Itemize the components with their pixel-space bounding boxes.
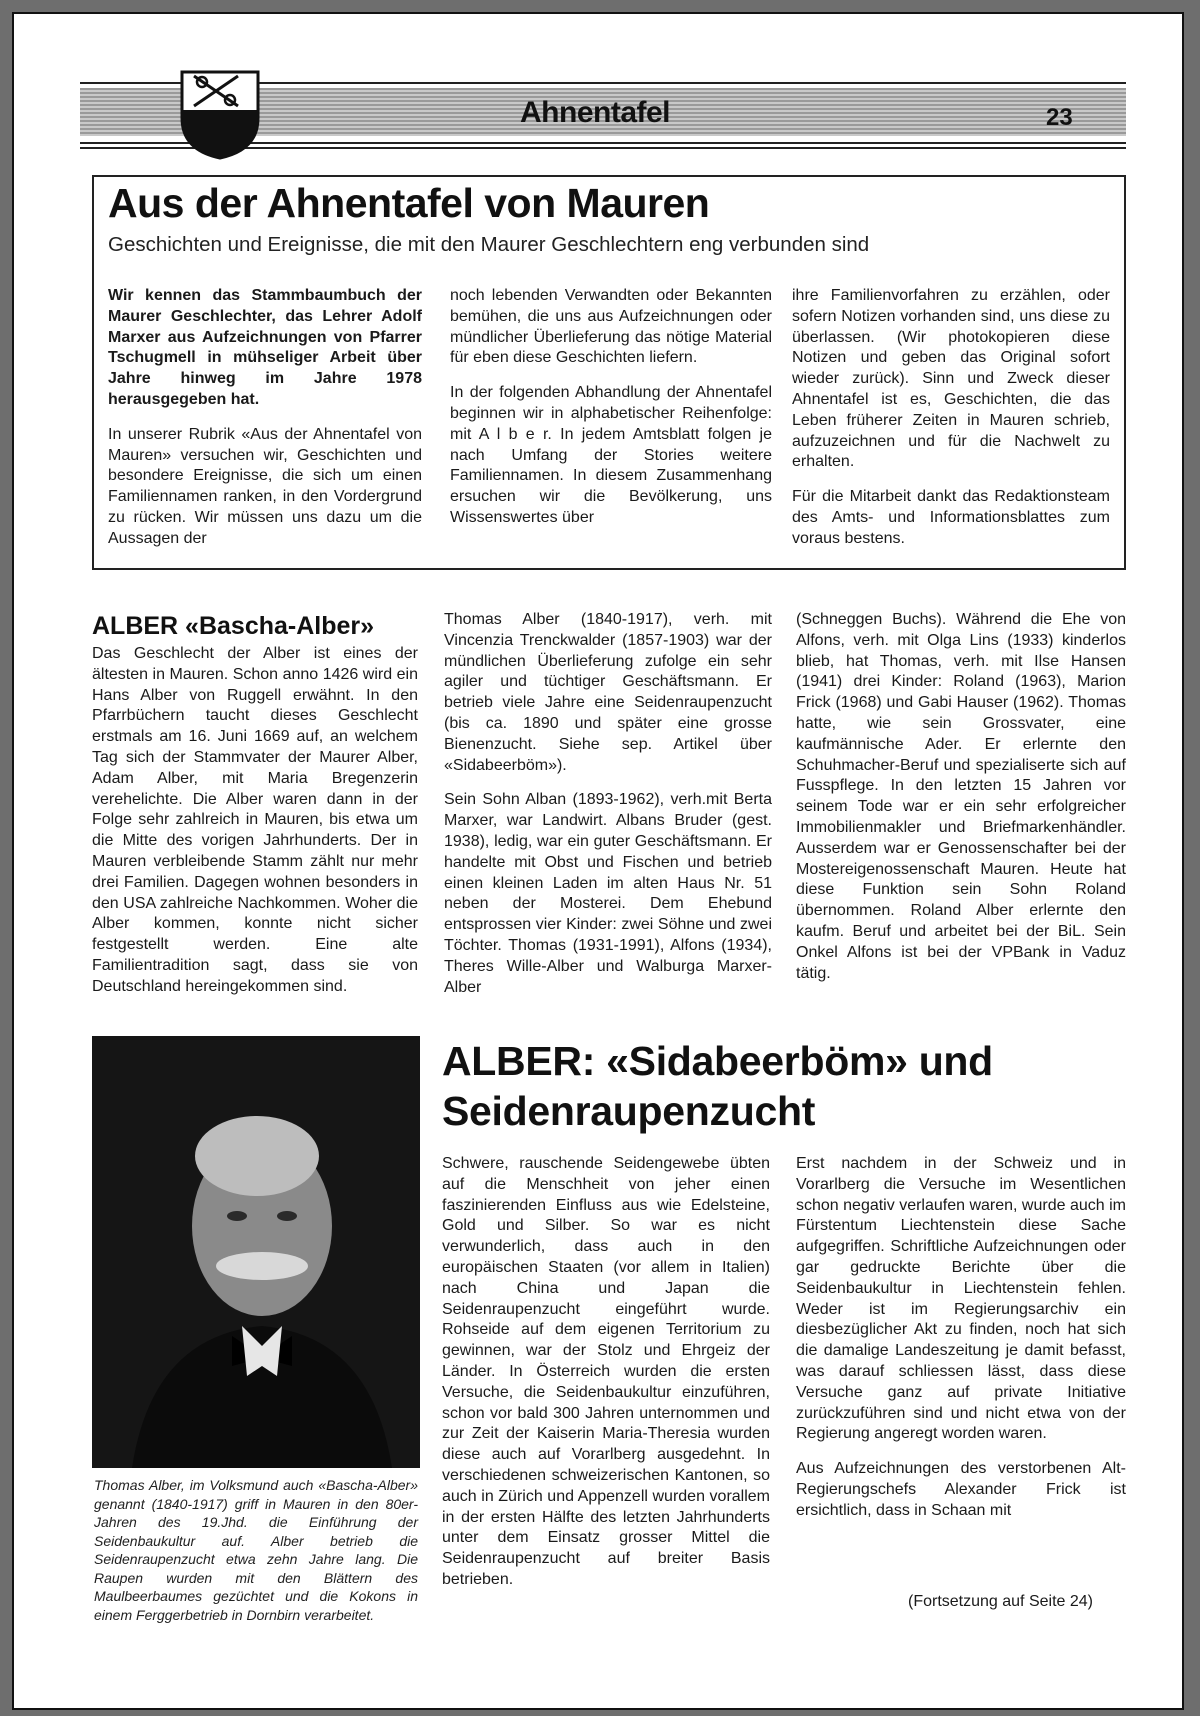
intro-paragraph: ihre Familienvorfahren zu erzählen, oder sofern Notizen vorhanden sind, uns diese zu überlassen. (Wir photokopieren diese Notizen und geben das Original sofort wieder zurück). Sinn und Zweck dieser Ahnentafel ist es, Geschichten, die das Leben früherer Zeiten in Mauren schrieb, aufzuzeichnen und für die Nachwelt zu erhalten. (792, 287, 1110, 471)
portrait-photo (92, 1036, 420, 1468)
intro-column-2 (450, 286, 772, 543)
sidabeer-column-1 (442, 1154, 770, 1605)
bascha-column-1 (92, 644, 418, 1012)
intro-column-1 (108, 286, 422, 564)
intro-paragraph: noch lebenden Verwandten oder Bekannten bemühen, die uns aus Aufzeichnungen oder mündlicher Überlieferung das nötige Material für eben diese Geschichten liefern. (450, 287, 772, 367)
portrait-illustration (92, 1036, 420, 1468)
photo-caption: Thomas Alber, im Volksmund auch «Bascha-Alber» genannt (1840-1917) griff in Mauren in den 80er-Jahren des 19.Jhd. die Einführung der Seidenbaukultur auf. Alber betrieb die Seidenraupenzucht etwa zehn Jahre lang. Die Raupen wurden mit den Blättern des Maulbeerbaumes gezüchtet und die Kokons in einem Ferggerbetrieb in Dornbirn verarbeitet. (94, 1477, 418, 1623)
body-paragraph: (Schneggen Buchs). Während die Ehe von Alfons, verh. mit Olga Lins (1933) kinderlos blieb, hat Thomas, verh. mit Ilse Hansen (1941) drei Kinder: Roland (1963), Marion Frick (1968) und Gabi Hauser (1962). Thomas hatte, wie sein Grossvater, eine kaufmännische Ader. Er erlernte den Schuhmacher-Beruf und spezialiserte sich auf Fusspflege. In den letzten 15 Jahren vor seinem Tode war er ein sehr erfolgreicher Immobilienmakler und Briefmarkenhändler. Ausserdem war er Genossenschafter bei der Mostereigenossenschaft Mauren. Heute hat diese Funktion sein Sohn Roland übernommen. Roland Alber erlernte den kaufm. Beruf und arbeitet bei der BiL. Sein Onkel Alfons ist bei der VPBank in Vaduz tätig. (796, 611, 1126, 982)
article-subtitle: Geschichten und Ereignisse, die mit den Maurer Geschlechtern eng verbunden sind (108, 233, 870, 256)
section-title-bascha: ALBER «Bascha-Alber» (92, 612, 375, 640)
bascha-column-3 (796, 610, 1126, 998)
intro-paragraph: In der folgenden Abhandlung der Ahnentafel beginnen wir in alphabetischer Reihenfolge: mit A l b e r. In jedem Amtsblatt folgen je nach Umfang der Stories weitere Familiennamen. In diesem Zusammenhang ersuchen wir die Bevölkerung, uns Wissenswertes über (450, 384, 772, 526)
page-number: 23 (1046, 104, 1073, 131)
body-paragraph: Aus Aufzeichnungen des verstorbenen Alt-Regierungschefs Alexander Frick ist ersichtlich, dass in Schaan mit (796, 1460, 1126, 1519)
body-paragraph: Das Geschlecht der Alber ist eines der ältesten in Mauren. Schon anno 1426 wird ein Hans Alber von Ruggell erwähnt. In den Pfarrbüchern taucht dieses Geschlecht erstmals am 16. Juni 1669 auf, an welchem Tag sich der Stammvater der Maurer Alber, Adam Alber, mit Maria Bregenzerin verehelichte. Die Alber waren dann in der Folge sehr zahlreich in Mauren, bis etwa um die Mitte des vorigen Jahrhunderts. Der in Mauren verbleibende Stamm zählt nur mehr drei Familien. Dagegen wohnen besonders in den USA zahlreiche Nachkommen. Woher die Alber kommen, konnte nicht sicher festgestellt werden. Eine alte Familientradition sagt, dass sie von Deutschland hereingekommen sind. (92, 645, 418, 995)
intro-lead: Wir kennen das Stammbaumbuch der Maurer Geschlechter, das Lehrer Adolf Marxer aus Aufzeichnungen von Pfarrer Tschugmell in mühseliger Arbeit über Jahre hinweg im Jahre 1978 herausgegeben hat. (108, 287, 422, 408)
body-paragraph: Thomas Alber (1840-1917), verh. mit Vincenzia Trenckwalder (1857-1903) war der mündlichen Überlieferung zufolge ein sehr agiler und tüchtiger Geschäftsmann. Er betrieb viele Jahre eine Seidenraupenzucht (bis ca. 1890 und später eine grosse Bienenzucht. Siehe sep. Artikel über «Sidabeerböm»). (444, 611, 772, 774)
coat-of-arms-logo (180, 70, 260, 160)
sidabeer-column-2 (796, 1154, 1126, 1536)
bascha-column-2 (444, 610, 772, 1012)
body-paragraph: Schwere, rauschende Seidengewebe übten auf die Menschheit von jeher einen faszinierenden Einfluss aus wie Edelsteine, Gold und Silber. So war es nicht verwunderlich, dass auch in den europäischen Staaten (vor allem in Italien) nach China und Japan die Seidenraupenzucht eingeführt wurde. Rohseide auf dem eigenen Territorium zu gewinnen, war der Stolz und Ehrgeiz der Länder. In Österreich wurden die ersten Versuche, die Seidenbaukultur einzuführen, schon vor bald 300 Jahren unternommen und zur Zeit der Kaiserin Maria-Theresia wurden diese auch auf Vorarlberg ausgedehnt. In verschiedenen schweizerischen Kantonen, so auch in Zürich und Appenzell wurden vorallem in der ersten Hälfte des letzten Jahrhunderts unter dem Einsatz grosser Mittel die Seidenraupenzucht auf breiter Basis betrieben. (442, 1155, 770, 1588)
header-section-title: Ahnentafel (520, 96, 671, 129)
body-paragraph: Sein Sohn Alban (1893-1962), verh.mit Berta Marxer, war Landwirt. Albans Bruder (gest. 1938), ledig, war ein guter Geschäftsmann. Er handelte mit Obst und Fischen und betrieb einen kleinen Laden im alten Haus Nr. 51 neben der Mosterei. Dem Ehebund entsprossen vier Kinder: zwei Söhne und zwei Töchter. Thomas (1931-1991), Alfons (1934), Theres Wille-Alber und Walburga Marxer-Alber (444, 791, 772, 996)
intro-column-3 (792, 286, 1110, 564)
section-title-sidabeerboem: ALBER: «Sidabeerböm» und Seidenraupenzucht (442, 1038, 993, 1134)
intro-paragraph: In unserer Rubrik «Aus der Ahnentafel von Mauren» versuchen wir, Geschichten und besondere Ereignisse, die sich um einen Familiennamen ranken, in den Vordergrund zu rücken. Wir müssen uns dazu um die Aussagen der (108, 425, 422, 547)
intro-paragraph: Für die Mitarbeit dankt das Redaktionsteam des Amts- und Informationsblattes zum voraus bestens. (792, 488, 1110, 547)
continuation-note: (Fortsetzung auf Seite 24) (908, 1593, 1093, 1610)
article-title: Aus der Ahnentafel von Mauren (108, 180, 710, 226)
body-paragraph: Erst nachdem in der Schweiz und in Vorarlberg die Versuche im Wesentlichen schon negativ verlaufen waren, wurde auch im Fürstentum Liechtenstein diese Sache aufgegriffen. Schriftliche Aufzeichnungen oder gar gedruckte Berichte über die Seidenbaukultur in Liechtenstein fehlen. Weder ist im Regierungsarchiv ein diesbezüglicher Akt zu finden, noch hat sich die damalige Landeszeitung je damit befasst, was darauf schliessen lässt, dass diese Versuche ganz auf private Initiative zurückzuführen sind und nicht etwa von der Regierung angeregt worden waren. (796, 1155, 1126, 1443)
